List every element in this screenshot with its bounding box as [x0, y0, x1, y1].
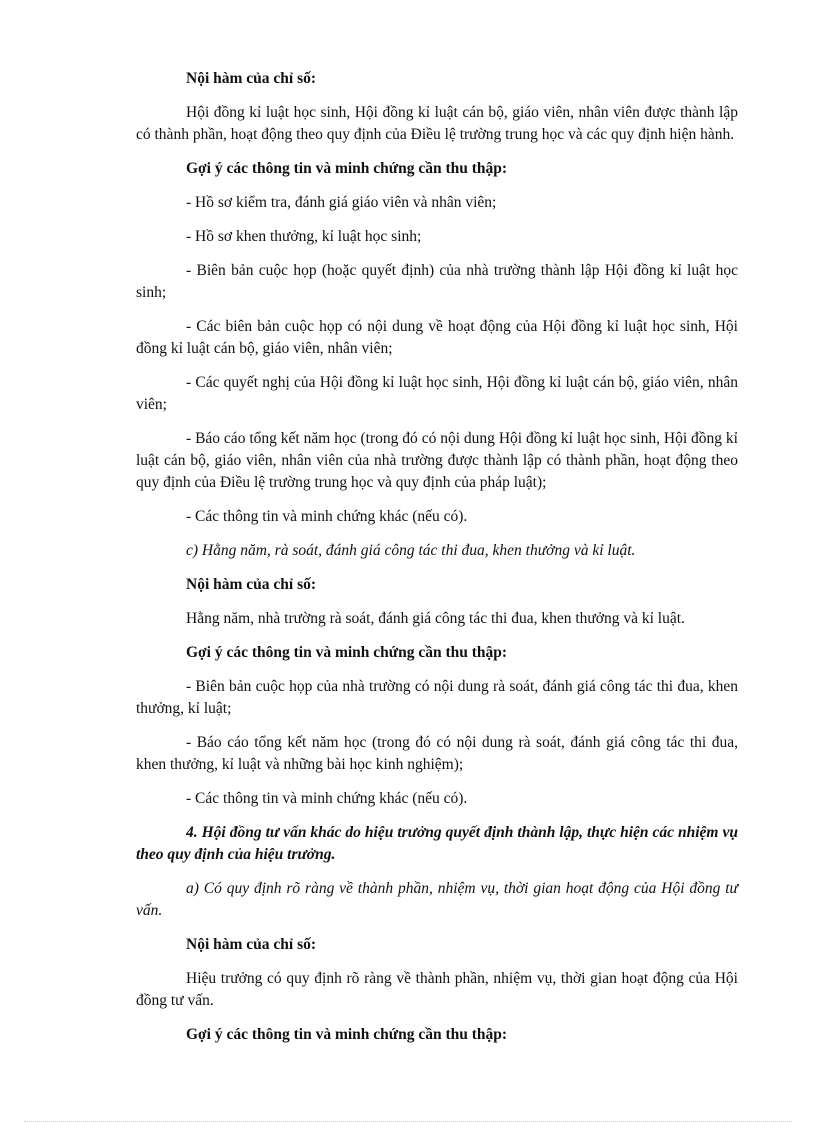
list-item: - Các quyết nghị của Hội đồng kỉ luật học sinh, Hội đồng kỉ luật cán bộ, giáo viên, nhân viên;	[136, 374, 738, 413]
list-item: - Hồ sơ kiểm tra, đánh giá giáo viên và nhân viên;	[186, 194, 497, 211]
section-heading: Gợi ý các thông tin và minh chứng cần thu thập:	[186, 644, 508, 661]
body-paragraph: Hiệu trưởng có quy định rõ ràng về thành phần, nhiệm vụ, thời gian hoạt động của Hội đồng tư vấn.	[136, 970, 738, 1009]
list-item: - Biên bản cuộc họp (hoặc quyết định) của nhà trường thành lập Hội đồng kỉ luật học sinh;	[136, 262, 738, 301]
document-body	[136, 68, 738, 1058]
section-heading: Nội hàm của chỉ số:	[186, 70, 317, 87]
criterion-heading: c) Hằng năm, rà soát, đánh giá công tác thi đua, khen thưởng và kỉ luật.	[186, 542, 636, 559]
list-item: - Báo cáo tổng kết năm học (trong đó có nội dung Hội đồng kỉ luật học sinh, Hội đồng kỉ luật cán bộ, giáo viên, nhân viên của nhà trường được thành lập có thành phần, hoạt động theo quy định của Điều lệ trường trung học và quy định của pháp luật);	[136, 430, 738, 491]
section-heading: Nội hàm của chỉ số:	[186, 936, 317, 953]
list-item: - Hồ sơ khen thưởng, kỉ luật học sinh;	[186, 228, 422, 245]
standard-heading: 4. Hội đồng tư vấn khác do hiệu trưởng quyết định thành lập, thực hiện các nhiệm vụ theo quy định của hiệu trưởng.	[136, 824, 738, 863]
page-bottom-divider	[24, 1121, 792, 1122]
body-paragraph: Hội đồng kỉ luật học sinh, Hội đồng kỉ luật cán bộ, giáo viên, nhân viên được thành lập có thành phần, hoạt động theo quy định của Điều lệ trường trung học và các quy định hiện hành.	[136, 104, 738, 143]
list-item: - Các thông tin và minh chứng khác (nếu có).	[186, 790, 468, 807]
section-heading: Gợi ý các thông tin và minh chứng cần thu thập:	[186, 160, 508, 177]
body-paragraph: Hằng năm, nhà trường rà soát, đánh giá công tác thi đua, khen thưởng và kỉ luật.	[186, 610, 685, 627]
section-heading: Gợi ý các thông tin và minh chứng cần thu thập:	[186, 1026, 508, 1043]
section-heading: Nội hàm của chỉ số:	[186, 576, 317, 593]
list-item: - Các biên bản cuộc họp có nội dung về hoạt động của Hội đồng kỉ luật học sinh, Hội đồng kỉ luật cán bộ, giáo viên, nhân viên;	[136, 318, 738, 357]
list-item: - Biên bản cuộc họp của nhà trường có nội dung rà soát, đánh giá công tác thi đua, khen thưởng, kỉ luật;	[136, 678, 738, 717]
list-item: - Các thông tin và minh chứng khác (nếu có).	[186, 508, 468, 525]
list-item: - Báo cáo tổng kết năm học (trong đó có nội dung rà soát, đánh giá công tác thi đua, khen thưởng, kỉ luật và những bài học kinh nghiệm);	[136, 734, 738, 773]
criterion-heading: a) Có quy định rõ ràng về thành phần, nhiệm vụ, thời gian hoạt động của Hội đồng tư vấn.	[136, 880, 738, 919]
